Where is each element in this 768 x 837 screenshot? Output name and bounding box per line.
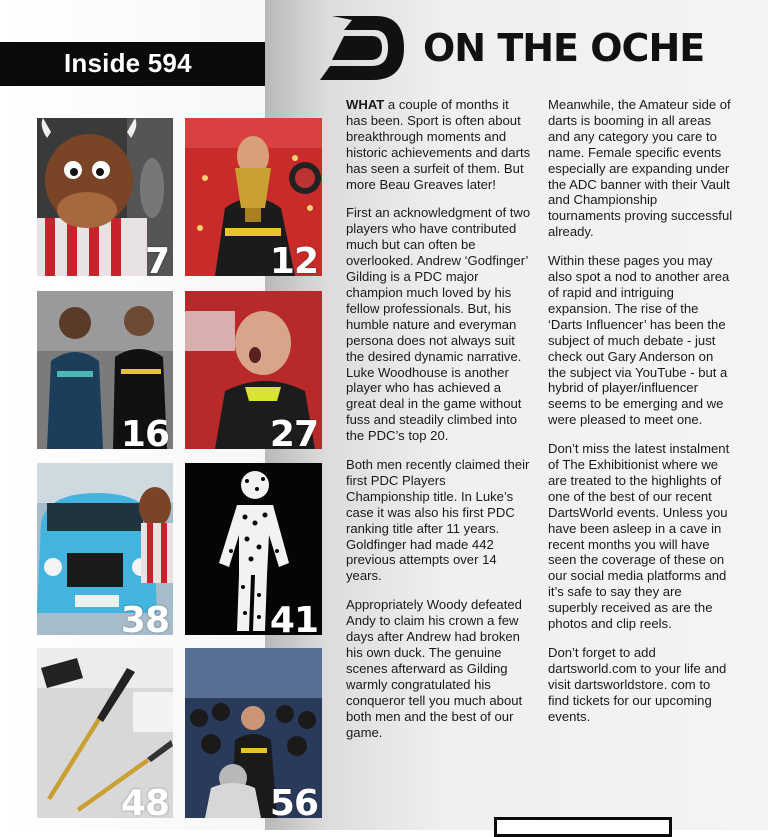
article-paragraph: Within these pages you may also spot a nod to another area of rapid and intriguing expansion. The rise of the ‘Darts Influencer’ has been the subject of much debate - just check out Gary Anderson on the subject via YouTube - but a hybrid of player/influencer seems to be emerging and we were pleased to meet one. bbox=[548, 253, 730, 428]
article-paragraph: First an acknowledgment of two players who have contributed much but can often be overlooked. Andrew ‘Godfinger’ Gilding is a PDC major champion much loved by his fellow professionals. But, his humble nature and everyman persona does not always suit the desired dynamic narrative. Luke Woodhouse is another player who has achieved a great deal in the game without fuss and steadily climbed into the PDC’s top 20. bbox=[346, 205, 531, 444]
page-number: 7 bbox=[144, 241, 169, 276]
page-number: 16 bbox=[120, 414, 169, 449]
thumbnail-page-7[interactable] bbox=[37, 118, 173, 276]
article-paragraph: Don’t miss the latest instalment of The Exhibitionist where we are treated to the highlights of one of the best of our recent DartsWorld events. Unless you have been asleep in a cave in recent months you will have seen the coverage of these on our social media platforms and it’s safe to say they are superbly received as are the photos and clip reels. bbox=[548, 441, 730, 632]
page-number: 27 bbox=[269, 414, 318, 449]
article-paragraph: Both men recently claimed their first PDC Players Championship title. In Luke’s case it was also his first PDC ranking title after 11 years. Goldfinger had made 442 previous attempts over 14 years. bbox=[346, 457, 530, 584]
page-number: 48 bbox=[120, 783, 169, 818]
page-number: 12 bbox=[269, 241, 318, 276]
page-number: 56 bbox=[269, 783, 318, 818]
article-paragraph: Meanwhile, the Amateur side of darts is booming in all areas and any category you care to name. Female specific events especially are expanding under the ADC banner with their Vault and Championship tournaments proving successful already. bbox=[548, 97, 733, 240]
signature-box bbox=[494, 817, 672, 837]
thumbnail-page-27[interactable] bbox=[185, 291, 322, 449]
article-paragraph: Appropriately Woody defeated Andy to claim his crown a few days after Andrew had broken his own duck. The genuine scenes afterward as Gilding warmly congratulated his conqueror tell you much about both men and the best of our game. bbox=[346, 597, 523, 740]
article-column-2 bbox=[548, 97, 733, 738]
page-number: 38 bbox=[120, 600, 169, 635]
dartsworld-d-logo-icon bbox=[318, 14, 406, 82]
article-column-1 bbox=[346, 97, 531, 753]
issue-label: Inside 594 bbox=[64, 48, 192, 78]
thumbnail-page-16[interactable] bbox=[37, 291, 173, 449]
thumbnail-page-41[interactable] bbox=[185, 463, 322, 635]
lead-word: WHAT bbox=[346, 97, 385, 112]
thumbnail-page-12[interactable] bbox=[185, 118, 322, 276]
page-number: 41 bbox=[269, 600, 318, 635]
thumbnail-page-56[interactable] bbox=[185, 648, 322, 818]
thumbnail-page-38[interactable] bbox=[37, 463, 173, 635]
article-paragraph: Don’t forget to add dartsworld.com to your life and visit dartsworldstore. com to find tickets for our upcoming events. bbox=[548, 645, 727, 724]
issue-banner bbox=[0, 42, 265, 86]
article-paragraph: WHAT a couple of months it has been. Sport is often about breakthrough moments and historic achievements and darts has seen a surfeit of them. But more Beau Greaves later! bbox=[346, 97, 531, 192]
thumbnail-page-48[interactable] bbox=[37, 648, 173, 818]
section-title: ON THE OCHE bbox=[423, 26, 705, 70]
